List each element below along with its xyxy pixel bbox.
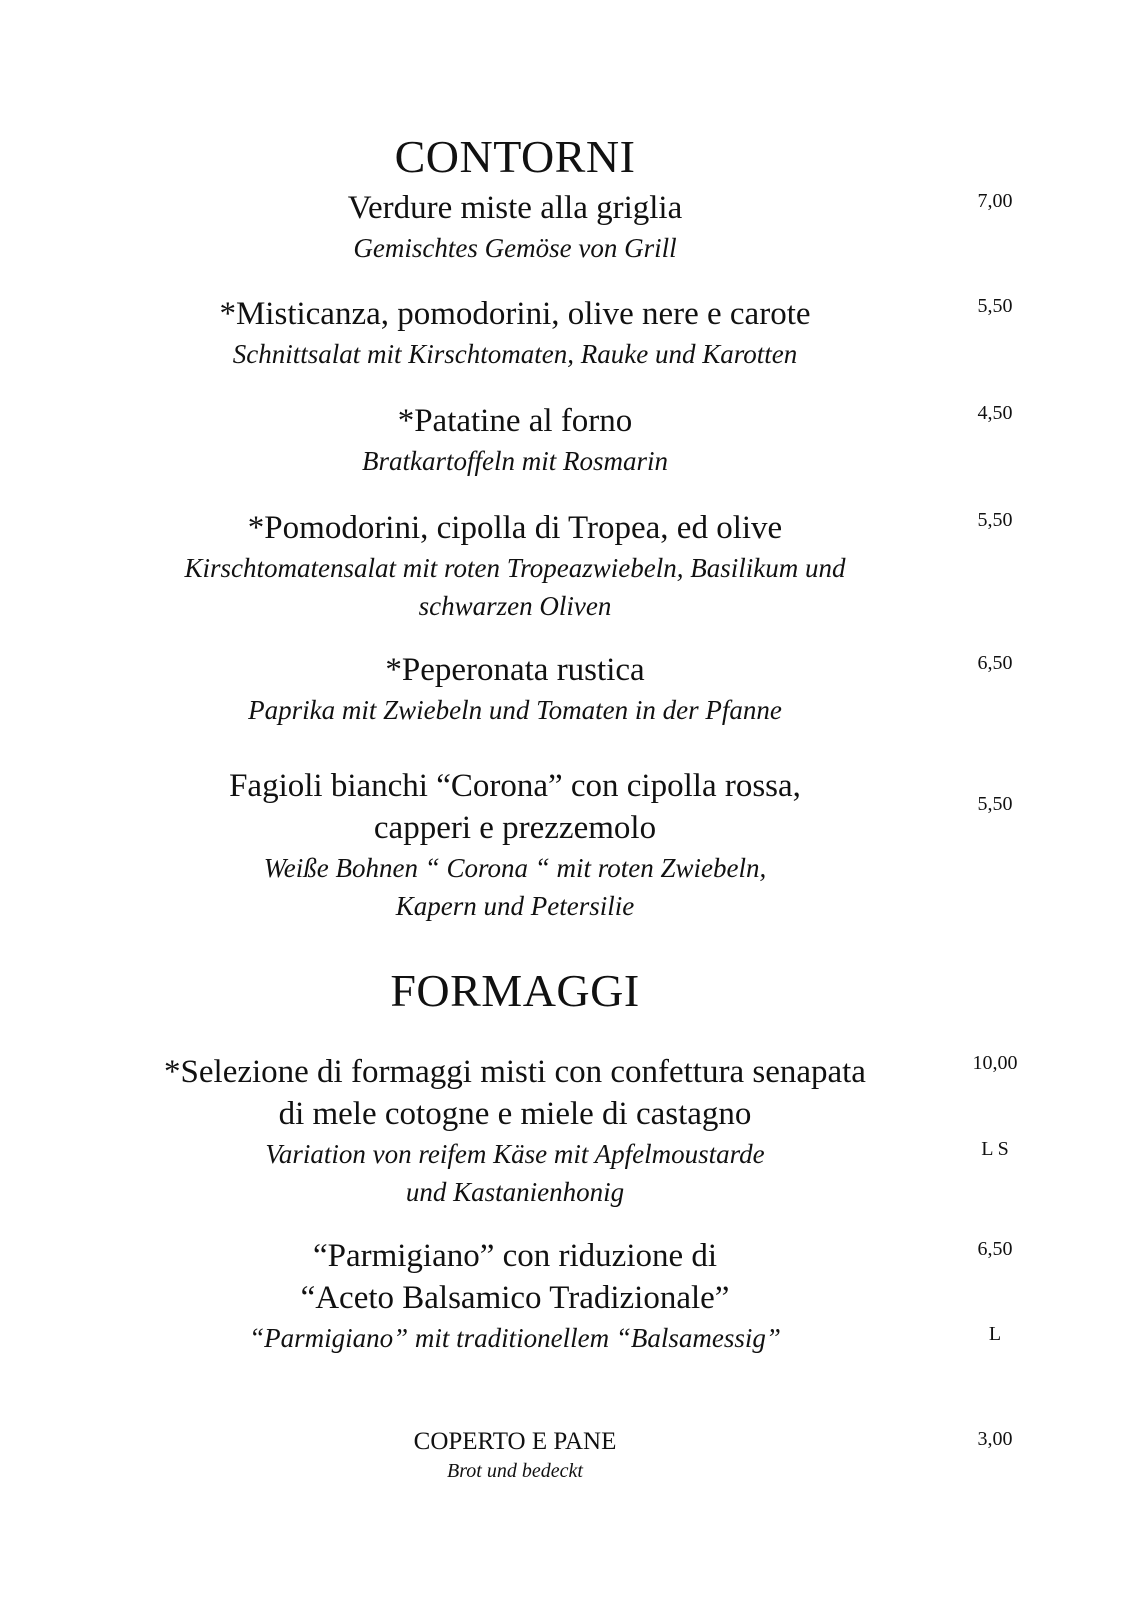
item-name: *Misticanza, pomodorini, olive nere e carote (219, 296, 811, 332)
item-description: Kirschtomatensalat mit roten Tropeazwiebeln, Basilikum und (184, 553, 846, 583)
item-name: Verdure miste alla griglia (347, 190, 683, 226)
item-price: 5,50 (977, 509, 1013, 531)
item-description: Kapern und Petersilie (395, 891, 635, 921)
item-name: *Pomodorini, cipolla di Tropea, ed olive (247, 510, 783, 546)
item-description: Bratkartoffeln mit Rosmarin (362, 446, 668, 476)
item-allergens: L S (981, 1138, 1009, 1160)
item-price: 4,50 (977, 402, 1013, 424)
item-description: Gemischtes Gemöse von Grill (353, 233, 677, 263)
item-price: 6,50 (977, 652, 1013, 674)
item-description: Schnittsalat mit Kirschtomaten, Rauke und Karotten (232, 339, 798, 369)
menu-item-patatine (0, 400, 1030, 480)
item-name: capperi e prezzemolo (373, 810, 657, 846)
item-name: *Patatine al forno (397, 403, 633, 439)
footer-price: 3,00 (977, 1428, 1013, 1450)
item-name: *Peperonata rustica (385, 652, 645, 688)
item-name: “Aceto Balsamico Tradizionale” (300, 1280, 730, 1316)
item-price: 7,00 (977, 190, 1013, 212)
item-name: di mele cotogne e miele di castagno (278, 1096, 752, 1132)
menu-item-misticanza (0, 293, 1030, 373)
section-title-contorni: CONTORNI (394, 131, 636, 182)
item-allergens: L (988, 1323, 1002, 1345)
item-price: 6,50 (977, 1238, 1013, 1260)
item-description: Paprika mit Zwiebeln und Tomaten in der Pfanne (248, 695, 782, 725)
menu-item-peperonata (0, 649, 1030, 729)
footer-description: Brot und bedeckt (447, 1460, 583, 1482)
item-price: 10,00 (972, 1052, 1018, 1074)
menu-item-verdure-miste (0, 187, 1030, 267)
item-price: 5,50 (977, 793, 1013, 815)
item-name: *Selezione di formaggi misti con confettura senapata (164, 1054, 866, 1090)
item-name: Fagioli bianchi “Corona” con cipolla rossa, (229, 768, 801, 804)
footer-title: COPERTO E PANE (413, 1428, 617, 1455)
item-description: Variation von reifem Käse mit Apfelmoustarde (265, 1139, 765, 1169)
item-description: Weiße Bohnen “ Corona “ mit roten Zwiebeln, (263, 853, 767, 883)
item-description: “Parmigiano” mit traditionellem “Balsamessig” (249, 1323, 781, 1353)
item-description: schwarzen Oliven (418, 591, 612, 621)
menu-item-pomodorini (0, 507, 1030, 625)
menu-item-fagioli (0, 765, 1030, 925)
menu-item-selezione-formaggi (0, 1051, 1030, 1211)
section-title-formaggi: FORMAGGI (390, 965, 640, 1016)
item-name: “Parmigiano” con riduzione di (312, 1238, 718, 1274)
coperto-e-pane (0, 1427, 1030, 1485)
menu-item-parmigiano (0, 1235, 1030, 1357)
item-description: und Kastanienhonig (405, 1177, 625, 1207)
item-price: 5,50 (977, 295, 1013, 317)
